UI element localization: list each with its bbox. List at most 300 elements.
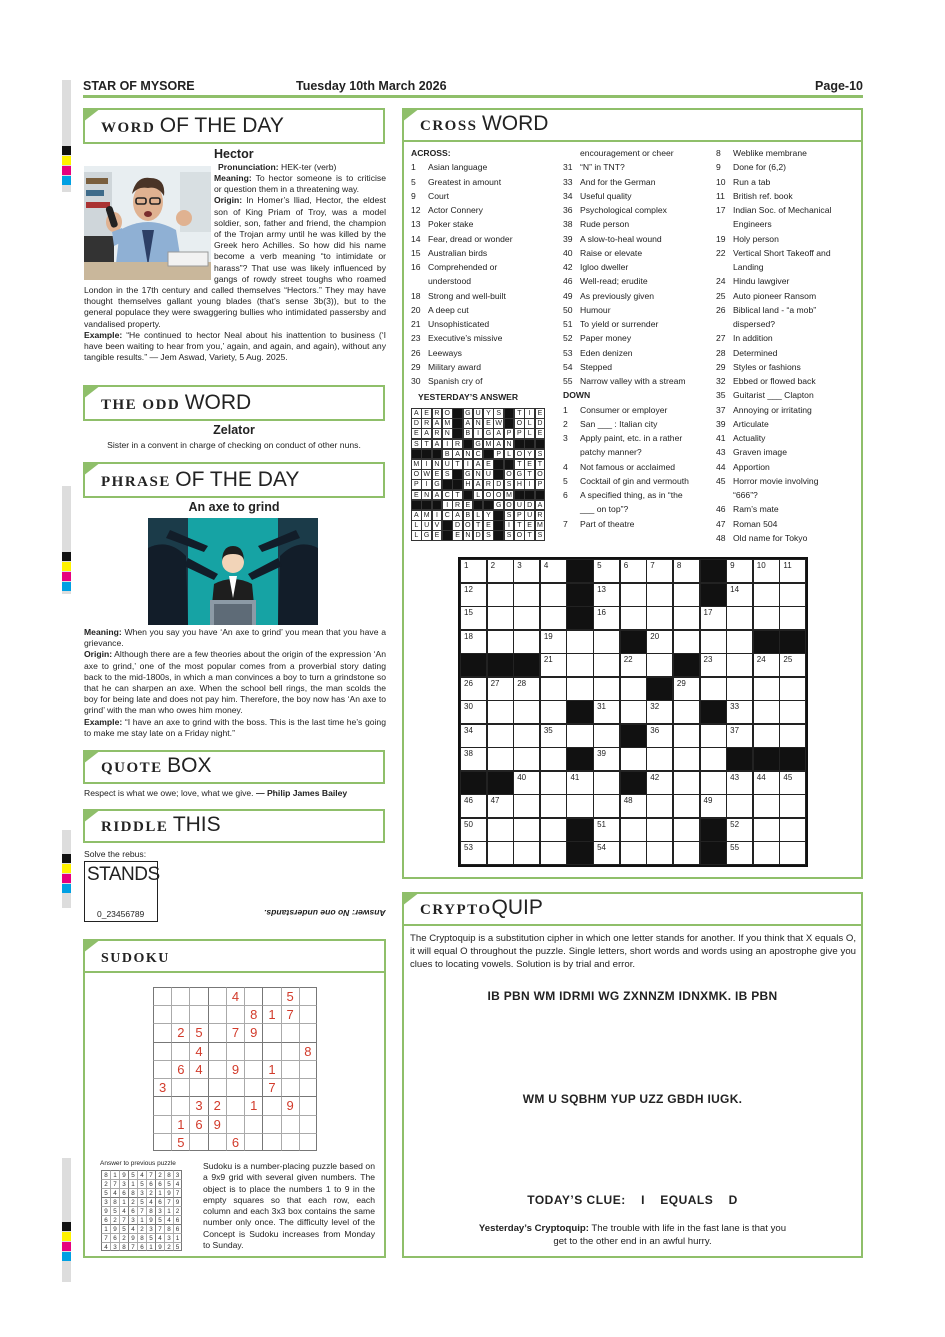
sudoku-cell[interactable] [299,1115,317,1133]
crossword-cell[interactable] [646,606,673,630]
crossword-cell[interactable] [593,559,620,583]
sudoku-cell[interactable] [153,1096,171,1114]
heading-large: THIS [172,813,221,836]
sudoku-cell[interactable] [262,1023,280,1041]
sudoku-answer-cell: 4 [119,1206,128,1215]
crossword-cell[interactable] [460,818,487,842]
sudoku-cell[interactable] [153,1133,171,1151]
clue-number: 7 [563,518,568,529]
crossword-cell[interactable] [487,583,514,607]
sudoku-cell[interactable] [226,1096,244,1114]
sudoku-cell[interactable] [281,1042,299,1060]
crossword-cell[interactable] [726,818,753,842]
clue-number: 16 [597,608,606,618]
crossword-cell[interactable] [487,559,514,583]
crossword-cell[interactable] [726,630,753,654]
crossword-cell[interactable] [513,841,540,865]
sudoku-cell[interactable] [208,1005,226,1023]
crossword-cell[interactable] [487,747,514,771]
sudoku-cell[interactable] [171,1042,189,1060]
crossword-cell[interactable] [513,630,540,654]
sudoku-cell[interactable] [299,1023,317,1041]
crossword-cell[interactable] [566,630,593,654]
clue-number: 25 [716,290,726,301]
crossword-cell[interactable] [487,818,514,842]
sudoku-cell: 7 [226,1023,244,1041]
sudoku-cell[interactable] [153,987,171,1005]
answer-cell: C [442,490,453,501]
clue-text: Landing [733,262,764,272]
answer-cell: T [473,520,484,531]
crossword-cell[interactable] [513,724,540,748]
sudoku-cell[interactable] [171,1096,189,1114]
clue-label: TODAY’S CLUE: [527,1193,626,1207]
crossword-cell[interactable] [753,794,780,818]
clue-item [411,289,561,303]
crossword-grid[interactable] [458,557,808,867]
crossword-cell[interactable] [753,583,780,607]
crossword-cell[interactable] [726,606,753,630]
crossword-cell[interactable] [566,794,593,818]
crossword-cell[interactable] [779,606,806,630]
sudoku-answer-cell: 9 [128,1233,137,1242]
crossword-cell[interactable] [700,771,727,795]
sudoku-cell[interactable] [208,987,226,1005]
sudoku-cell[interactable] [189,1078,207,1096]
sudoku-answer-cell: 7 [110,1179,119,1188]
crossword-cell[interactable] [620,794,647,818]
crossword-cell[interactable] [593,771,620,795]
sudoku-cell[interactable] [153,1115,171,1133]
crossword-cell[interactable] [593,583,620,607]
sudoku-answer-cell: 9 [101,1206,110,1215]
crossword-cell[interactable] [673,771,700,795]
answer-cell: M [504,490,515,501]
crossword-cell[interactable] [700,653,727,677]
crossword-cell[interactable] [673,841,700,865]
quote-box-heading [83,750,385,784]
sudoku-cell[interactable] [189,1133,207,1151]
answer-cell: M [421,510,432,521]
answer-cell: N [463,449,474,460]
crossword-cell[interactable] [540,724,567,748]
crossword-cell[interactable] [513,794,540,818]
crossword-cell[interactable] [779,794,806,818]
crossword-cell[interactable] [566,771,593,795]
sudoku-cell: 5 [281,987,299,1005]
crossword-cell[interactable] [753,818,780,842]
answer-cell: O [535,469,546,480]
sudoku-cell[interactable] [226,1115,244,1133]
crossword-cell[interactable] [513,677,540,701]
across-clues-col1 [411,146,561,388]
sudoku-cell[interactable] [262,1042,280,1060]
crossword-cell[interactable] [673,700,700,724]
crossword-cell[interactable] [540,606,567,630]
crossword-cell[interactable] [646,724,673,748]
sudoku-cell[interactable] [281,1078,299,1096]
answer-cell: T [524,530,535,541]
sudoku-answer-cell: 8 [110,1197,119,1206]
answer-cell: D [524,500,535,511]
crossword-cell[interactable] [700,747,727,771]
sudoku-cell[interactable] [153,1042,171,1060]
black-square [566,606,593,630]
crossword-cell[interactable] [593,677,620,701]
crossword-cell[interactable] [646,630,673,654]
crossword-cell[interactable] [646,794,673,818]
sudoku-cell[interactable] [299,1078,317,1096]
crossword-cell[interactable] [540,794,567,818]
sudoku-cell[interactable] [208,1133,226,1151]
sudoku-cell[interactable] [244,987,262,1005]
clue-item [716,303,862,317]
crossword-cell[interactable] [593,841,620,865]
crossword-cell[interactable] [646,771,673,795]
crossword-cell[interactable] [460,559,487,583]
sudoku-cell[interactable] [281,1023,299,1041]
sudoku-cell[interactable] [281,1133,299,1151]
clue-text: Rude person [580,219,630,230]
clue-item [411,374,561,388]
clue-text: Australian birds [428,247,488,258]
crossword-cell[interactable] [700,724,727,748]
clue-number: 52 [563,333,573,344]
clue-text: Ram’s mate [733,504,779,515]
clue-item [411,217,561,231]
clue-text: ___ on top”? [580,504,629,515]
crossword-cell[interactable] [673,724,700,748]
answer-block [411,500,422,511]
clue-text: Igloo dweller [580,262,629,272]
crossword-cell[interactable] [540,747,567,771]
clue-number: 34 [563,190,573,201]
crossword-cell[interactable] [753,677,780,701]
clue-number: 54 [597,843,606,853]
clue-number: 51 [597,819,606,829]
crossword-cell[interactable] [460,747,487,771]
crossword-cell[interactable] [487,630,514,654]
crossword-cell[interactable] [487,606,514,630]
crossword-cell[interactable] [593,606,620,630]
sudoku-cell[interactable] [244,1078,262,1096]
clue-item [411,303,561,317]
crossword-cell[interactable] [513,559,540,583]
sudoku-cell[interactable] [262,1133,280,1151]
clue-number: 15 [411,247,421,258]
sudoku-cell[interactable] [208,1023,226,1041]
sudoku-cell[interactable] [281,1115,299,1133]
crossword-cell[interactable] [700,677,727,701]
crossword-cell[interactable] [673,630,700,654]
crossword-cell[interactable] [593,724,620,748]
sudoku-cell[interactable] [244,1042,262,1060]
clue-number: 36 [563,205,573,215]
clue-text: Humour [580,304,611,315]
sudoku-answer-cell: 3 [137,1188,146,1197]
crossword-cell[interactable] [460,700,487,724]
crossword-cell[interactable] [673,747,700,771]
crossword-cell[interactable] [726,583,753,607]
sudoku-cell[interactable] [226,1078,244,1096]
crossword-cell[interactable] [700,794,727,818]
clue-number: 20 [411,304,421,315]
sudoku-grid[interactable] [153,987,317,1151]
answer-cell: A [411,408,422,419]
register-cyan [62,1252,71,1261]
cipher-line-1: IB PBN WM IDRMI WG ZXNNZM IDNXMK. IB PBN [487,989,778,1003]
clue-number: 14 [411,233,421,244]
crossword-cell[interactable] [540,630,567,654]
crossword-cell[interactable] [646,583,673,607]
sudoku-cell[interactable] [189,1005,207,1023]
crossword-cell[interactable] [753,724,780,748]
crossword-cell[interactable] [726,794,753,818]
sudoku-cell[interactable] [299,1060,317,1078]
crossword-cell[interactable] [779,653,806,677]
crossword-cell[interactable] [566,677,593,701]
crossword-cell[interactable] [593,630,620,654]
crossword-cell[interactable] [513,583,540,607]
answer-cell: E [452,530,463,541]
sudoku-cell[interactable] [208,1042,226,1060]
clue-number: 10 [756,561,766,570]
crossword-cell[interactable] [779,771,806,795]
crossword-cell[interactable] [540,583,567,607]
crossword-cell[interactable] [487,677,514,701]
crossword-cell[interactable] [753,841,780,865]
crossword-cell[interactable] [460,583,487,607]
crossword-cell[interactable] [620,677,647,701]
clue-number: 35 [716,390,726,401]
answer-cell: O [483,490,494,501]
sudoku-answer-cell: 6 [173,1215,182,1224]
crossword-cell[interactable] [540,818,567,842]
black-square [620,771,647,795]
sudoku-cell[interactable] [244,1060,262,1078]
crossword-cell[interactable] [566,653,593,677]
crossword-cell[interactable] [513,700,540,724]
crossword-cell[interactable] [779,818,806,842]
crossword-cell[interactable] [487,794,514,818]
clue-text: Executive’s missive [428,333,503,344]
sudoku-cell[interactable] [153,1005,171,1023]
sudoku-cell[interactable] [299,1096,317,1114]
sudoku-cell[interactable] [171,987,189,1005]
clue-number: 36 [650,725,660,735]
crossword-cell[interactable] [646,559,673,583]
crossword-cell[interactable] [513,606,540,630]
clue-number: 32 [716,376,726,386]
crossword-cell[interactable] [646,700,673,724]
crossword-cell[interactable] [753,559,780,583]
crossword-cell[interactable] [620,841,647,865]
down-list [563,403,711,531]
answer-cell: L [473,490,484,501]
sudoku-cell: 6 [226,1133,244,1151]
sudoku-answer-cell: 3 [119,1179,128,1188]
answer-block [442,479,453,490]
crossword-cell[interactable] [673,677,700,701]
crossword-cell[interactable] [620,583,647,607]
crossword-cell[interactable] [460,630,487,654]
answer-cell: Y [483,408,494,419]
sudoku-answer-cell: 8 [164,1224,173,1233]
sudoku-cell[interactable] [208,1060,226,1078]
clue-item [411,331,561,345]
sudoku-cell[interactable] [153,1023,171,1041]
clue-number: 48 [623,796,633,806]
crossword-cell[interactable] [620,606,647,630]
crossword-cell[interactable] [726,841,753,865]
crossword-cell[interactable] [593,794,620,818]
sudoku-cell[interactable] [171,1005,189,1023]
crossword-cell[interactable] [540,700,567,724]
clue-text: Military award [428,361,482,372]
answer-cell: L [504,449,515,460]
crossword-cell[interactable] [620,818,647,842]
sudoku-cell[interactable] [244,1115,262,1133]
crossword-cell[interactable] [620,700,647,724]
answer-cell: L [524,428,535,439]
answer-cell: M [411,459,422,470]
clue-item [411,360,561,374]
crossword-cell[interactable] [700,630,727,654]
crossword-cell[interactable] [487,724,514,748]
sudoku-cell[interactable] [226,1005,244,1023]
crossword-cell[interactable] [460,677,487,701]
crossword-cell[interactable] [620,747,647,771]
crossword-cell[interactable] [753,606,780,630]
crossword-cell[interactable] [540,653,567,677]
clue-item [411,203,561,217]
crossword-cell[interactable] [540,841,567,865]
crossword-cell[interactable] [753,653,780,677]
crossword-cell[interactable] [673,818,700,842]
crossword-cell[interactable] [726,559,753,583]
crossword-cell[interactable] [593,747,620,771]
crossword-cell[interactable] [726,677,753,701]
answer-cell: A [411,510,422,521]
sudoku-cell[interactable] [262,1115,280,1133]
clue-item [563,502,711,516]
clue-number: 55 [730,843,740,853]
crossword-cell[interactable] [513,818,540,842]
crossword-cell[interactable] [779,841,806,865]
crossword-cell[interactable] [646,841,673,865]
crossword-cell[interactable] [460,606,487,630]
sudoku-cell[interactable] [299,1133,317,1151]
crossword-cell[interactable] [540,677,567,701]
crossword-cell[interactable] [540,559,567,583]
sudoku-answer-cell: 2 [173,1206,182,1215]
crossword-cell[interactable] [593,818,620,842]
sudoku-answer-cell: 4 [164,1215,173,1224]
crossword-cell[interactable] [779,677,806,701]
crossword-cell[interactable] [513,771,540,795]
answer-cell: A [421,428,432,439]
answer-cell: T [421,439,432,450]
crossword-cell[interactable] [779,700,806,724]
sudoku-cell[interactable] [299,987,317,1005]
heading-small-caps: THE ODD [101,397,181,413]
sudoku-cell[interactable] [208,1078,226,1096]
crossword-cell[interactable] [487,841,514,865]
crossword-cell[interactable] [646,653,673,677]
crossword-cell[interactable] [673,606,700,630]
crossword-cell[interactable] [726,724,753,748]
crossword-cell[interactable] [566,724,593,748]
crossword-cell[interactable] [460,724,487,748]
answer-cell: B [463,510,474,521]
crossword-cell[interactable] [673,583,700,607]
clue-item [716,460,862,474]
crossword-cell[interactable] [646,747,673,771]
answer-cell: L [473,510,484,521]
register-magenta [62,1242,71,1251]
crossword-cell[interactable] [726,771,753,795]
crossword-cell[interactable] [779,583,806,607]
crossword-cell[interactable] [540,771,567,795]
crossword-cell[interactable] [487,700,514,724]
clue-item [716,517,862,531]
sudoku-cell[interactable] [262,987,280,1005]
sudoku-cell[interactable] [262,1096,280,1114]
crossword-cell[interactable] [726,653,753,677]
answer-block [452,428,463,439]
crossword-cell[interactable] [753,700,780,724]
clue-text: In addition [733,333,773,344]
answer-cell: I [504,520,515,531]
sudoku-cell[interactable] [299,1005,317,1023]
crossword-cell[interactable] [620,559,647,583]
crossword-cell[interactable] [460,841,487,865]
crossword-cell[interactable] [673,794,700,818]
crossword-cell[interactable] [513,747,540,771]
crossword-cell[interactable] [593,700,620,724]
crossword-cell[interactable] [646,818,673,842]
sudoku-cell[interactable] [171,1078,189,1096]
sudoku-cell[interactable] [153,1060,171,1078]
answer-cell: M [483,439,494,450]
crossword-cell[interactable] [726,700,753,724]
phrase-of-day-heading [83,462,385,498]
answer-cell: S [411,439,422,450]
crossword-cell[interactable] [700,606,727,630]
clue-item [716,274,862,288]
crossword-cell[interactable] [593,653,620,677]
answer-cell: R [432,408,443,419]
clue-text: Actuality [733,433,766,443]
sudoku-cell[interactable] [281,1060,299,1078]
sudoku-cell[interactable] [226,1042,244,1060]
sudoku-cell: 5 [189,1023,207,1041]
crossword-cell[interactable] [460,794,487,818]
sudoku-cell[interactable] [244,1133,262,1151]
clue-number: 13 [597,584,606,594]
sudoku-cell[interactable] [189,987,207,1005]
crossword-cell[interactable] [673,559,700,583]
sudoku-answer-cell: 6 [128,1206,137,1215]
crossword-cell[interactable] [753,771,780,795]
clue-item [716,531,862,545]
crossword-cell[interactable] [779,559,806,583]
pronunciation-label: Pronunciation: [218,162,279,172]
crossword-cell[interactable] [620,653,647,677]
clue-item [716,289,862,303]
crossword-cell[interactable] [779,724,806,748]
clue-item [716,232,862,246]
